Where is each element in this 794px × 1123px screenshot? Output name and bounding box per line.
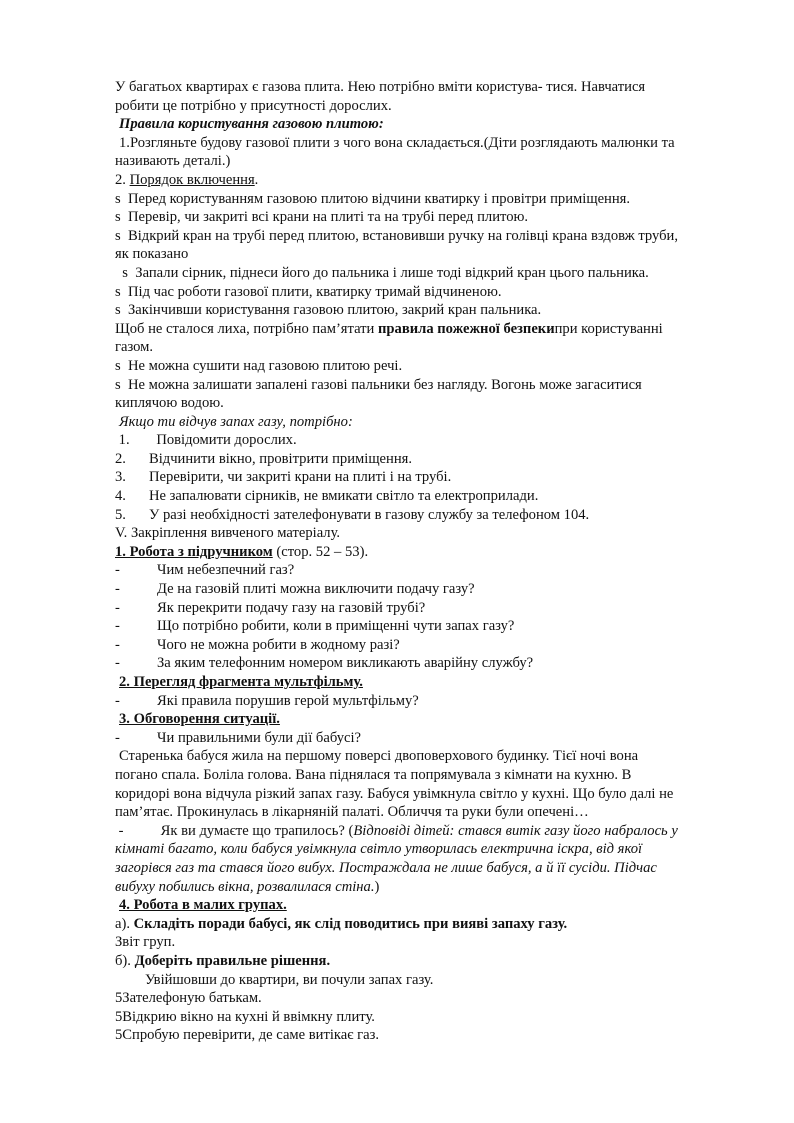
rules-heading: Правила користування газовою плитою:	[119, 116, 384, 133]
smell-step: 5. У разі необхідності зателефонувати в газову службу за телефоном 104.	[115, 506, 590, 523]
step-item: s Під час роботи газової плити, кватирку тримай відчиненою.	[115, 283, 502, 300]
choice-item: 5Зателефоную батькам.	[115, 990, 262, 1007]
rule-2-title: Порядок включення	[129, 171, 255, 188]
story-line: погано спала. Боліла голова. Вана піднялася та попрямувала з кімнати на кухню. В	[115, 766, 632, 783]
smell-step: 1. Повідомити дорослих.	[118, 432, 297, 449]
task-1: 1. Робота з підручником (стор. 52 – 53).	[115, 543, 369, 560]
question-item: - Що потрібно робити, коли в приміщенні чути запах газу?	[115, 618, 515, 635]
step-item: s Закінчивши користування газовою плитою, закрий кран пальника.	[115, 302, 542, 319]
question-item: - Як перекрити подачу газу на газовій трубі?	[115, 599, 426, 616]
smell-heading: Якщо ти відчув запах газу, потрібно:	[119, 413, 353, 430]
fire-rule-cont: киплячою водою.	[115, 395, 224, 412]
task-2: 2. Перегляд фрагмента мультфільму.	[119, 674, 363, 690]
question-item: - Де на газовій плиті можна виключити подачу газу?	[115, 581, 475, 598]
question-item: - За яким телефонним номером викликають аварійну службу?	[115, 655, 534, 672]
answer-line: загорівся газ та стався його вибух. Постраждала не лише бабуся, а й її сусіди. Підчас	[115, 859, 657, 876]
task-4: 4. Робота в малих групах.	[119, 897, 287, 914]
answer-line: кімнаті багато, коли бабуся увімкнула світло утворилась електрична іскра, від якої	[115, 841, 643, 858]
smell-step: 3. Перевірити, чи закриті крани на плиті і на трубі.	[115, 469, 452, 486]
task-4b: б). Доберіть правильне рішення.	[115, 952, 331, 969]
story-line: коридорі вона відчула різкий запах газу. Бабуся увімкнула світло у кухні. Що було далі не	[115, 785, 674, 802]
story-line: пам’ятає. Прокинулась в лікарняній палаті. Обличчя та руки були опечені…	[115, 804, 589, 821]
intro-line: У багатьох квартирах є газова плита. Нею потрібно вміти користува- тися. Навчатися	[115, 79, 646, 95]
choice-item: 5Спробую перевірити, де саме витікає газ.	[115, 1027, 380, 1044]
fire-rule: s Не можна залишати запалені газові пальники без нагляду. Вогонь може загаситися	[115, 376, 642, 393]
rule-1: 1.Розгляньте будову газової плити з чого вона складається.(Діти розглядають малюнки та	[119, 134, 675, 151]
story-line: Старенька бабуся жила на першому поверсі двоповерхового будинку. Тієї ночі вона	[119, 748, 639, 765]
rule-2: 2. Порядок включення.	[115, 171, 259, 188]
step-item: s Перевір, чи закриті всі крани на плиті та на трубі перед плитою.	[115, 209, 529, 226]
intro-line: робити це потрібно у присутності дорослих.	[115, 97, 392, 114]
answer-line: - Як ви думаєте що трапилось? (Відповіді дітей: стався витік газу його набралось у	[118, 822, 678, 839]
task-4a: а). Складіть поради бабусі, як слід поводитись при вияві запаху газу.	[115, 915, 568, 932]
step-item: s Відкрий кран на трубі перед плитою, встановивши ручку на голівці крана вздовж труби,	[115, 227, 678, 244]
smell-step: 2. Відчинити вікно, провітрити приміщення.	[115, 450, 413, 467]
answer-line: вибуху побились вікна, розвалилася стіна.)	[115, 878, 380, 895]
choice-item: 5Відкрию вікно на кухні й ввімкну плиту.	[115, 1008, 375, 1025]
fire-intro: Щоб не сталося лиха, потрібно пам’ятати правила пожежної безпекипри користуванні	[115, 320, 663, 337]
step-item: як показано	[115, 246, 189, 263]
smell-step: 4. Не запалювати сірників, не вмикати світло та електроприлади.	[115, 488, 539, 505]
rule-1-cont: називають деталі.)	[115, 153, 231, 170]
fire-intro-cont: газом.	[115, 339, 154, 356]
task-3: 3. Обговорення ситуації.	[119, 711, 280, 728]
question-item: - Чим небезпечний газ?	[115, 562, 295, 579]
section-5: V. Закріплення вивченого матеріалу.	[115, 525, 341, 542]
question-item: - Чи правильними були дії бабусі?	[115, 729, 362, 746]
fire-rule: s Не можна сушити над газовою плитою речі.	[115, 357, 403, 374]
step-item: s Запали сірник, піднеси його до пальника і лише тоді відкрий кран цього пальника.	[118, 264, 649, 281]
question-item: - Які правила порушив герой мультфільму?	[115, 692, 419, 709]
document-page	[115, 78, 745, 1045]
report: Звіт груп.	[115, 934, 176, 951]
scenario: Увійшовши до квартири, ви почули запах газу.	[145, 971, 434, 988]
step-item: s Перед користуванням газовою плитою відчини кватирку і провітри приміщення.	[115, 190, 631, 207]
question-item: - Чого не можна робити в жодному разі?	[115, 636, 400, 653]
